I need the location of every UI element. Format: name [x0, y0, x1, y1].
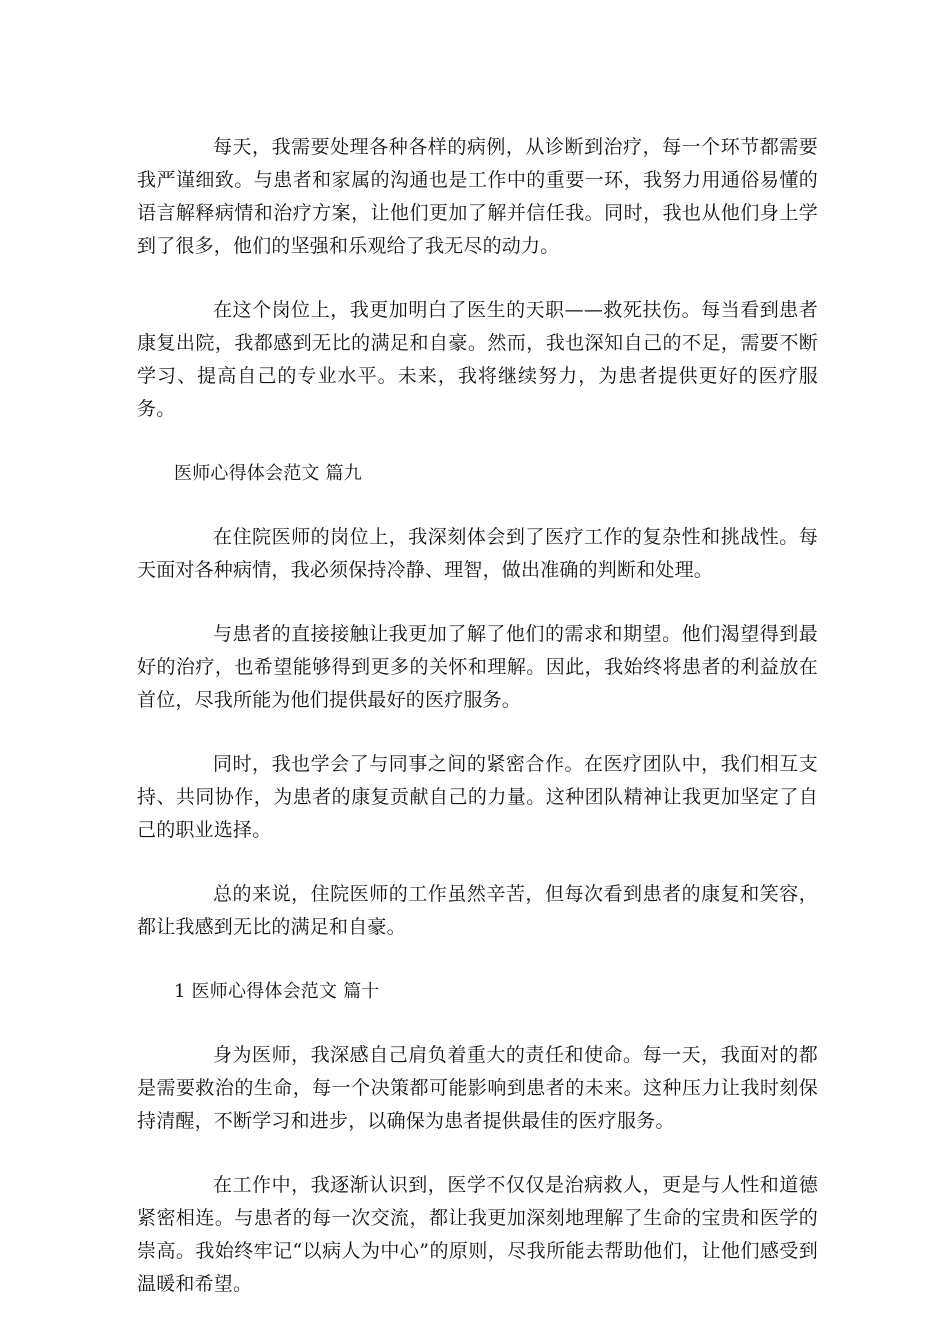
paragraph-spacer	[137, 263, 818, 294]
paragraph-spacer	[137, 717, 818, 748]
paragraph-teamwork: 同时，我也学会了与同事之间的紧密合作。在医疗团队中，我们相互支持、共同协作，为患者的康复贡献自己的力量。这种团队精神让我更加坚定了自己的职业选择。	[137, 753, 818, 841]
paragraph-daily-work: 每天，我需要处理各种各样的病例，从诊断到治疗，每一个环节都需要我严谨细致。与患者和家属的沟通也是工作中的重要一环，我努力用通俗易懂的语言解释病情和治疗方案，让他们更加了解并信任我。同时，我也从他们身上学到了很多，他们的坚强和乐观给了我无尽的动力。	[137, 136, 818, 257]
paragraph-summary: 总的来说，住院医师的工作虽然辛苦，但每次看到患者的康复和笑容，都让我感到无比的满足和自豪。	[137, 883, 818, 938]
paragraph-medicine-humanity: 在工作中，我逐渐认识到，医学不仅仅是治病救人，更是与人性和道德紧密相连。与患者的每一次交流，都让我更加深刻地理解了生命的宝贵和医学的崇高。我始终牢记“以病人为中心”的原则，尽我所能去帮助他们，让他们感受到温暖和希望。	[137, 1174, 818, 1295]
paragraph-spacer	[137, 490, 818, 521]
paragraph-spacer	[137, 587, 818, 618]
paragraph-resident-challenge: 在住院医师的岗位上，我深刻体会到了医疗工作的复杂性和挑战性。每天面对各种病情，我必须保持冷静、理智，做出准确的判断和处理。	[137, 526, 818, 581]
paragraph-spacer	[137, 426, 818, 457]
paragraph-patient-needs: 与患者的直接接触让我更加了解了他们的需求和期望。他们渴望得到最好的治疗，也希望能够得到更多的关怀和理解。因此，我始终将患者的利益放在首位，尽我所能为他们提供最好的医疗服务。	[137, 623, 818, 711]
section-heading-9: 医师心得体会范文 篇九	[174, 463, 362, 484]
paragraph-spacer	[137, 847, 818, 878]
paragraph-spacer	[137, 1008, 818, 1039]
section-heading-10: 1 医师心得体会范文 篇十	[174, 981, 380, 1002]
paragraph-spacer	[137, 1138, 818, 1169]
paragraph-spacer	[137, 944, 818, 975]
paragraph-doctor-duty: 在这个岗位上，我更加明白了医生的天职——救死扶伤。每当看到患者康复出院，我都感到无比的满足和自豪。然而，我也深知自己的不足，需要不断学习、提高自己的专业水平。未来，我将继续努力，为患者提供更好的医疗服务。	[137, 299, 818, 420]
paragraph-responsibility: 身为医师，我深感自己肩负着重大的责任和使命。每一天，我面对的都是需要救治的生命，每一个决策都可能影响到患者的未来。这种压力让我时刻保持清醒，不断学习和进步，以确保为患者提供最佳的医疗服务。	[137, 1044, 818, 1132]
